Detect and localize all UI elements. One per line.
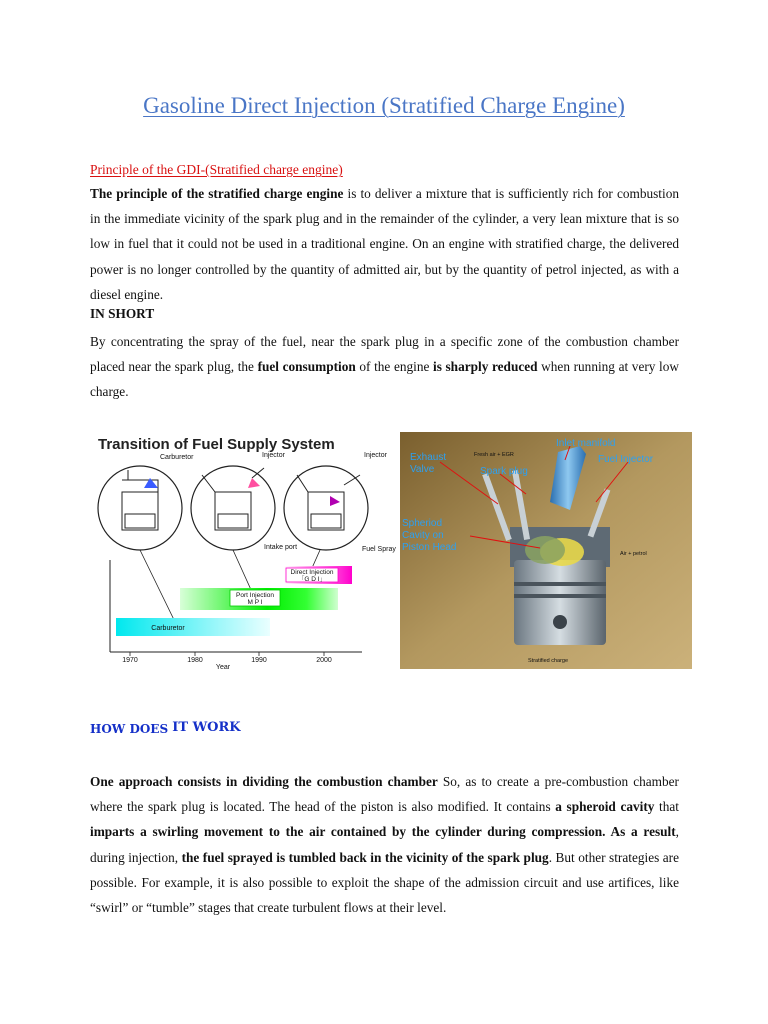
gdi-fuel-spray <box>330 496 340 506</box>
p3-bold-4: the fuel sprayed is tumbled back in the vicinity of the spark plug <box>181 849 549 865</box>
cylinder-2 <box>215 492 251 530</box>
carburetor-engine-circle <box>98 466 182 550</box>
p3-text-3: , during injection, <box>90 824 679 865</box>
cavity-label: Cavity on <box>402 530 444 541</box>
fuel-supply-diagram <box>92 430 398 670</box>
injector-label-2: Injector <box>364 452 387 459</box>
carburetor-label: Carburetor <box>160 454 194 461</box>
piston-head-label: Piston Head <box>402 542 457 553</box>
fuel-spray-label: Fuel Spray <box>362 546 396 553</box>
carb-pointer <box>140 550 178 628</box>
gdi-ports <box>297 475 360 492</box>
carburetor-bar-label: Carburetor <box>151 625 185 632</box>
principle-paragraph <box>90 181 679 307</box>
spheroid-cavity <box>525 536 565 564</box>
piston-1 <box>125 514 155 528</box>
valve-label: Valve <box>410 464 435 475</box>
year-axis-label: Year <box>215 664 231 670</box>
year-tick-1990: 1990 <box>251 657 267 664</box>
gdi-pointer <box>312 550 320 568</box>
gdi-label: 「G D I」 <box>297 576 327 583</box>
year-tick-1980: 1980 <box>187 657 203 664</box>
spark-plug-label: Spark plug <box>480 466 528 477</box>
p2-text-c: of the engine <box>355 359 434 375</box>
direct-injection-label: Direct Injection <box>290 569 334 576</box>
carburetor-bar <box>116 618 270 636</box>
intake-port-label: Intake port <box>264 544 298 551</box>
how-heading-part-b: IT WORK <box>172 720 241 735</box>
p3-text-2: that <box>654 799 679 815</box>
exhaust-label: Exhaust <box>410 452 447 463</box>
year-tick-1970: 1970 <box>122 657 138 664</box>
page-title: Gasoline Direct Injection (Stratified Charge Engine) <box>143 93 625 118</box>
in-short-paragraph <box>90 329 679 405</box>
stratified-charge-label: Stratified charge <box>528 658 569 664</box>
mpi-engine-circle <box>191 466 275 550</box>
p3-text-1: So, as to create a pre-combustion chamber where the spark plug is located. The head of the piston is also modified. It contains <box>90 774 679 815</box>
gdi-engine-circle <box>284 466 368 550</box>
piston-2 <box>218 514 248 528</box>
principle-heading: Principle of the GDI-(Stratified charge engine) <box>90 162 343 177</box>
spheriod-label: Spheriod <box>402 518 443 529</box>
in-short-heading: IN SHORT <box>90 306 155 321</box>
engine-cutaway-illustration <box>400 432 692 669</box>
principle-lead: The principle of the stratified charge engine <box>90 186 344 201</box>
piston <box>514 560 606 645</box>
figure-title: Transition of Fuel Supply System <box>98 436 335 453</box>
piston-pin <box>553 615 567 629</box>
injector-label-1: Injector <box>262 452 285 459</box>
mpi-fuel-spray <box>248 478 260 488</box>
mpi-pointer <box>233 550 252 592</box>
carb-body <box>122 470 158 492</box>
cylinder-3 <box>308 492 344 530</box>
p3-bold-2: a spheroid cavity <box>555 799 655 815</box>
fresh-air-label: Fresh air + EGR <box>474 452 514 458</box>
fuel-supply-transition-figure <box>92 430 398 670</box>
p2-text-a: By concentrating the spray of the fuel, near the spark plug in a specific zone of the combustion chamber placed near the spark plug, the <box>90 334 679 375</box>
year-tick-2000: 2000 <box>316 657 332 664</box>
how-it-works-heading <box>90 722 241 737</box>
principle-text: is to deliver a mixture that is sufficiently rich for combustion in the immediate vicinity of the spark plug and in the remainder of the cylinder, a very lean mixture that is so low in fuel that it could not be used in a traditional engine. On an engine with stratified charge, the delivered power is no longer controlled by the quantity of admitted air, but by the quantity of petrol injected, as with a diesel engine. <box>90 186 679 302</box>
p3-bold-3: imparts a swirling movement to the air contained by the cylinder during compression. As a result <box>90 824 676 840</box>
fuel-injector-label: Fuel Injector <box>598 454 654 465</box>
air-petrol-label: Air + petrol <box>620 551 647 557</box>
mpi-label: M P I <box>247 599 263 606</box>
how-heading-part-a: HOW DOES <box>90 722 173 736</box>
p3-text-4: . But other strategies are possible. For example, it is also possible to exploit the shape of the admission circuit and use artifices, like “swirl” or “tumble” stages that create turbulent flows at their level. <box>90 849 679 916</box>
p2-bold-reduced: is sharply reduced <box>433 359 538 375</box>
p3-bold-1: One approach consists in dividing the combustion chamber <box>90 774 438 789</box>
stratified-charge-engine-figure <box>400 432 692 669</box>
inlet-manifold-label: Inlet manifold <box>556 438 616 449</box>
piston-3 <box>311 514 341 528</box>
cylinder-1 <box>122 492 158 530</box>
p2-text-d: when running at very low charge. <box>90 359 679 400</box>
p2-bold-fuel-consumption: fuel consumption <box>257 359 356 375</box>
port-injection-label: Port Injection <box>236 592 274 599</box>
how-it-works-paragraph <box>90 769 679 920</box>
